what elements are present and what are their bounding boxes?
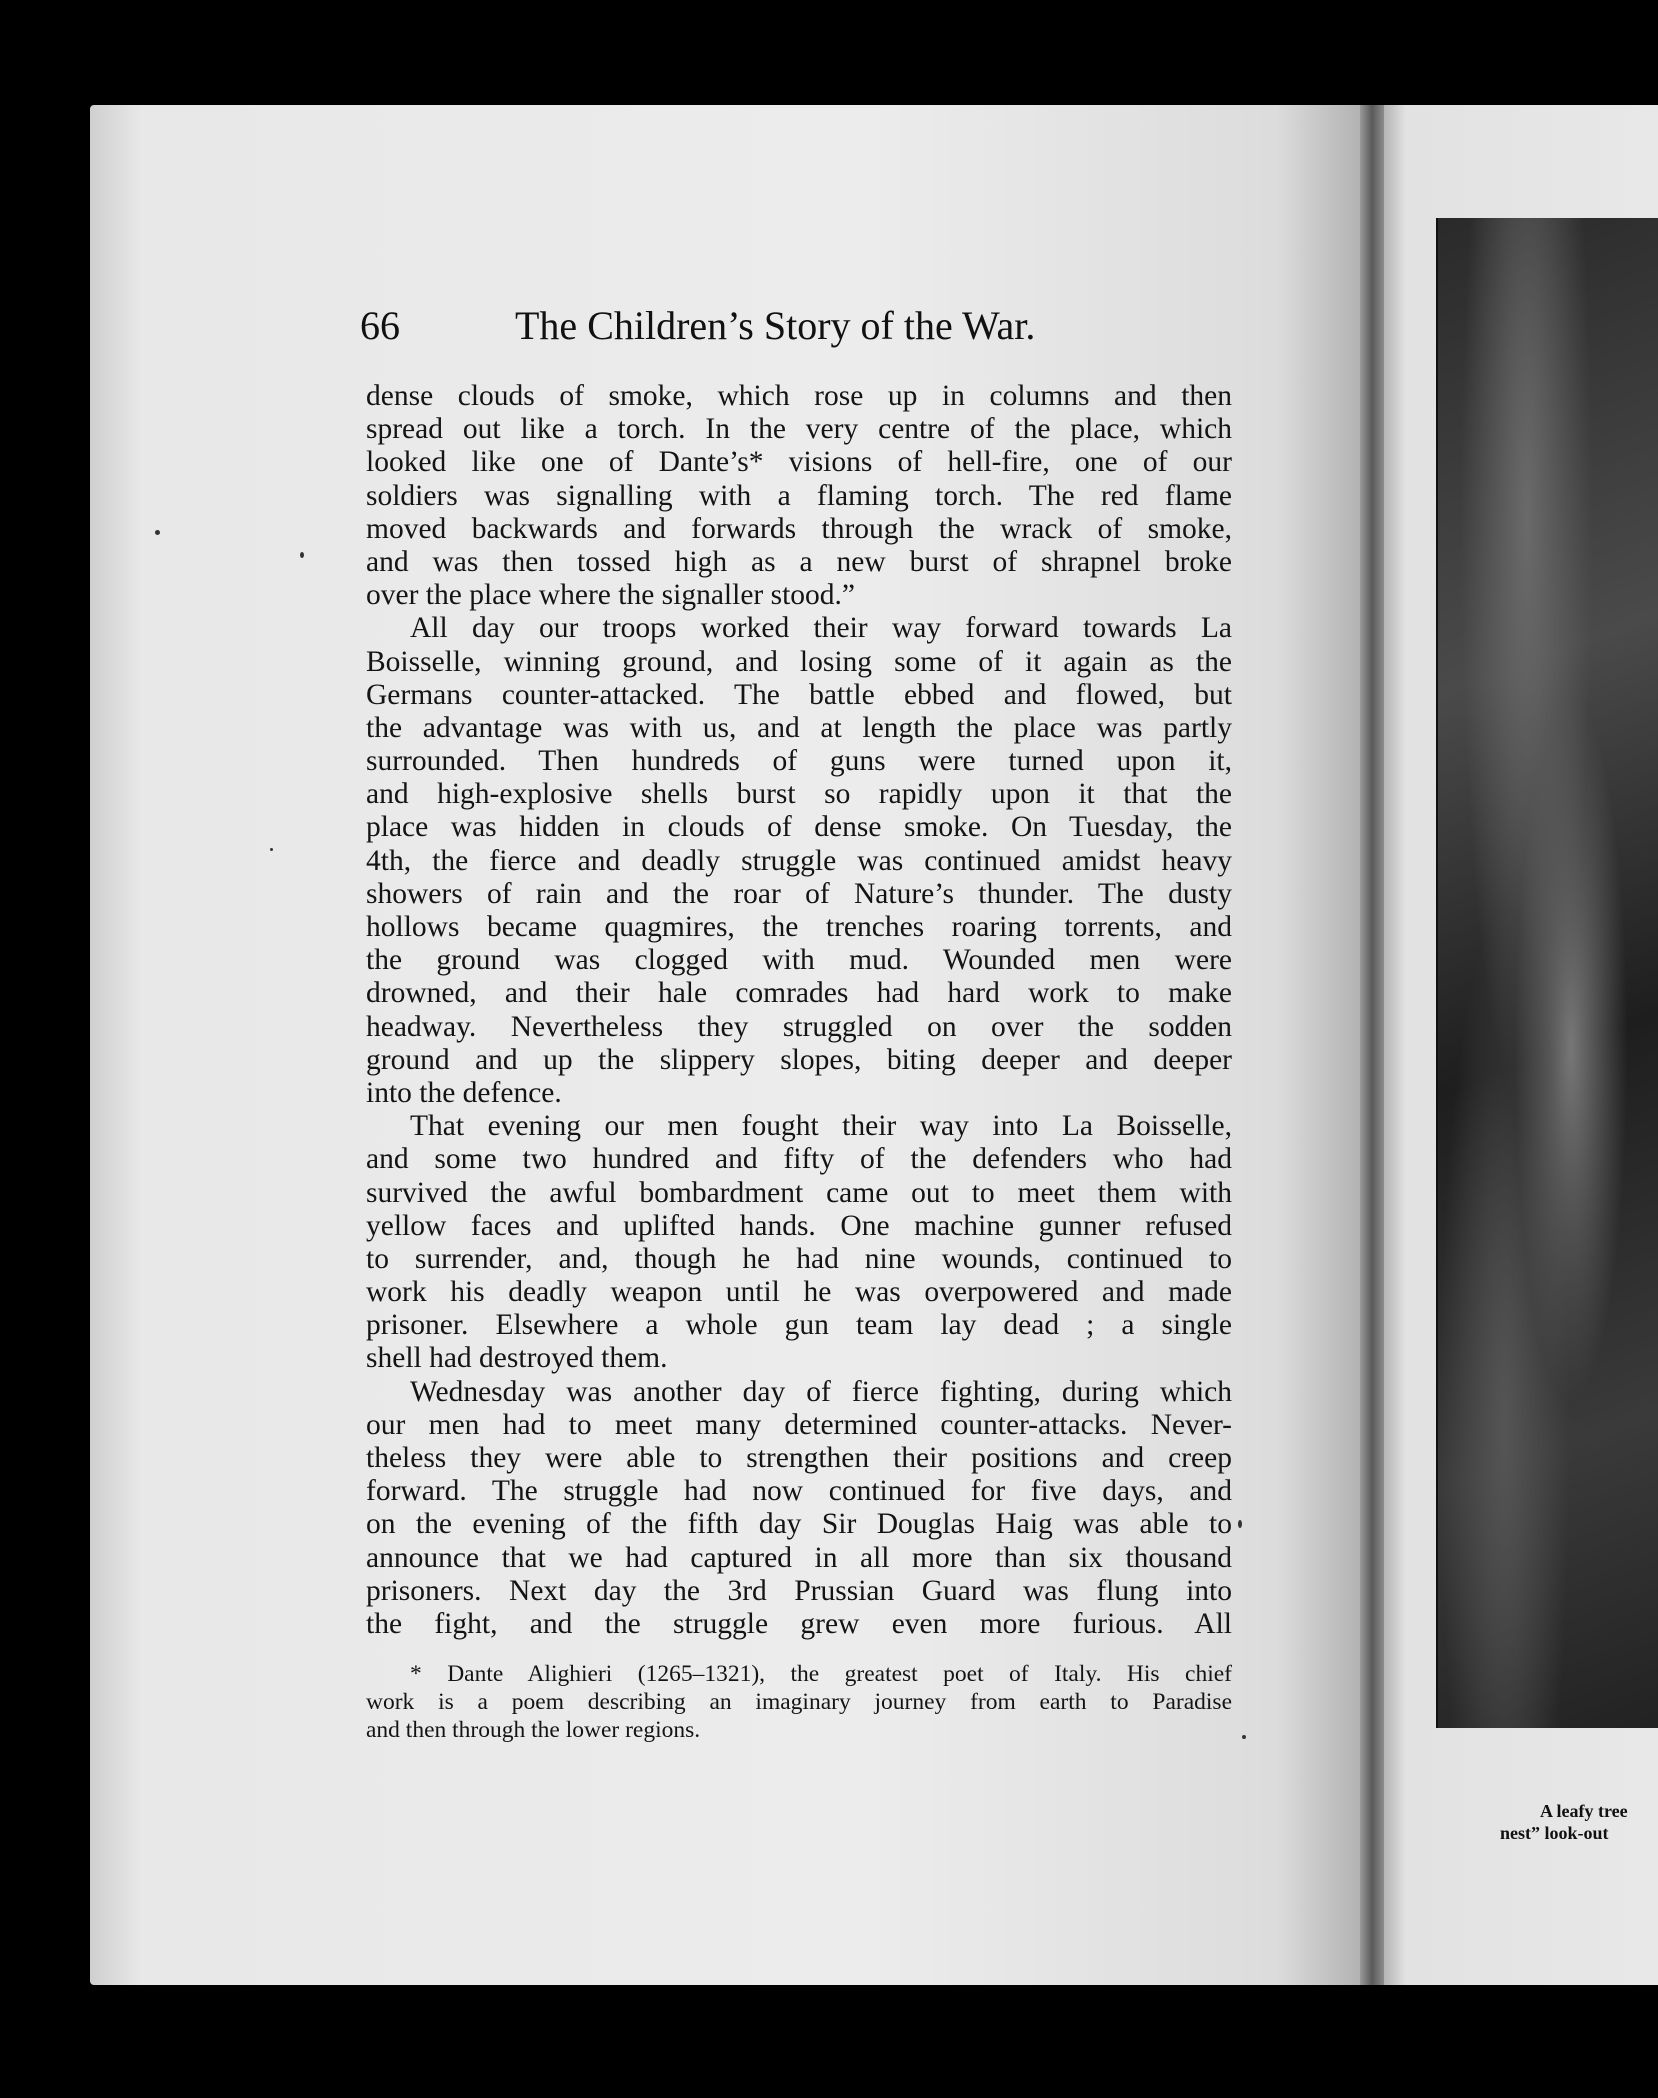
text-line: looked like one of Dante’s* visions of hell-fire, one of our: [366, 446, 1232, 479]
text-line: and some two hundred and fifty of the defenders who had: [366, 1143, 1232, 1176]
text-line: 4th, the fierce and deadly struggle was continued amidst heavy: [366, 844, 1232, 877]
ink-speck: [1242, 1735, 1246, 1739]
text-line: Wednesday was another day of fierce fighting, during which: [410, 1375, 1232, 1408]
text-line: the ground was clogged with mud. Wounded men were: [366, 944, 1232, 977]
book-title: The Children’s Story of the War.: [515, 303, 1036, 348]
text-line: showers of rain and the roar of Nature’s thunder. The dusty: [366, 877, 1232, 910]
text-line: place was hidden in clouds of dense smoke. On Tuesday, the: [366, 811, 1232, 844]
photo-caption: [1500, 1800, 1658, 1844]
text-line: hollows became quagmires, the trenches roaring torrents, and: [366, 911, 1232, 943]
text-line: the advantage was with us, and at length the place was partly: [366, 711, 1232, 744]
text-line: and was then tossed high as a new burst of shrapnel broke: [366, 545, 1232, 578]
text-line: work his deadly weapon until he was overpowered and made: [366, 1276, 1232, 1309]
text-line: prisoner. Elsewhere a whole gun team lay dead ; a single: [366, 1309, 1232, 1342]
text-line: dense clouds of smoke, which rose up in columns and then: [366, 380, 1232, 412]
text-line: ground and up the slippery slopes, biting deeper and deeper: [366, 1043, 1232, 1076]
text-line: our men had to meet many determined counter-attacks. Never-: [366, 1408, 1232, 1441]
text-line: to surrender, and, though he had nine wounds, continued to: [366, 1242, 1232, 1275]
footnote-line: * Dante Alighieri (1265–1321), the greatest poet of Italy. His chief: [410, 1661, 1232, 1687]
text-line: survived the awful bombardment came out to meet them with: [366, 1176, 1232, 1209]
text-line: the fight, and the struggle grew even more furious. All: [366, 1607, 1232, 1640]
caption-line: nest” look-out: [1500, 1823, 1609, 1843]
text-line: over the place where the signaller stood.”: [366, 579, 856, 612]
text-line: headway. Nevertheless they struggled on over the sodden: [366, 1010, 1232, 1043]
text-line: moved backwards and forwards through the wrack of smoke,: [366, 512, 1232, 545]
text-line: soldiers was signalling with a flaming torch. The red flame: [366, 479, 1232, 512]
caption-line: A leafy tree: [1540, 1801, 1628, 1821]
text-line: on the evening of the fifth day Sir Douglas Haig was able to: [366, 1508, 1232, 1541]
text-line: theless they were able to strengthen their positions and creep: [366, 1442, 1232, 1474]
facing-photograph: [1436, 218, 1658, 1728]
text-line: and high-explosive shells burst so rapidly upon it that the: [366, 778, 1232, 811]
footnote-line: and then through the lower regions.: [366, 1717, 701, 1743]
text-line: That evening our men fought their way into La Boisselle,: [410, 1110, 1232, 1143]
text-line: shell had destroyed them.: [366, 1342, 668, 1375]
running-head: [360, 302, 1240, 362]
text-line: into the defence.: [366, 1076, 562, 1109]
footnote-line: work is a poem describing an imaginary journey from earth to Paradise: [366, 1689, 1232, 1715]
ink-speck: [300, 552, 304, 558]
text-line: prisoners. Next day the 3rd Prussian Guard was flung into: [366, 1574, 1232, 1607]
text-line: All day our troops worked their way forward towards La: [410, 612, 1232, 645]
text-line: Germans counter-attacked. The battle ebbed and flowed, but: [366, 678, 1232, 711]
text-line: yellow faces and uplifted hands. One machine gunner refused: [366, 1209, 1232, 1242]
text-line: surrounded. Then hundreds of guns were turned upon it,: [366, 745, 1232, 778]
ink-speck: [155, 530, 160, 535]
text-line: forward. The struggle had now continued for five days, and: [366, 1475, 1232, 1508]
page-number: 66: [360, 303, 400, 348]
text-line: drowned, and their hale comrades had hard work to make: [366, 977, 1232, 1010]
book-gutter: [1360, 105, 1384, 1985]
ink-speck: [270, 848, 273, 851]
text-line: announce that we had captured in all more than six thousand: [366, 1541, 1232, 1574]
text-line: Boisselle, winning ground, and losing some of it again as the: [366, 645, 1232, 678]
footnote: [366, 1660, 1232, 1744]
ink-speck: [1238, 1520, 1242, 1528]
text-line: spread out like a torch. In the very centre of the place, which: [366, 413, 1232, 446]
body-text: [366, 380, 1232, 1641]
